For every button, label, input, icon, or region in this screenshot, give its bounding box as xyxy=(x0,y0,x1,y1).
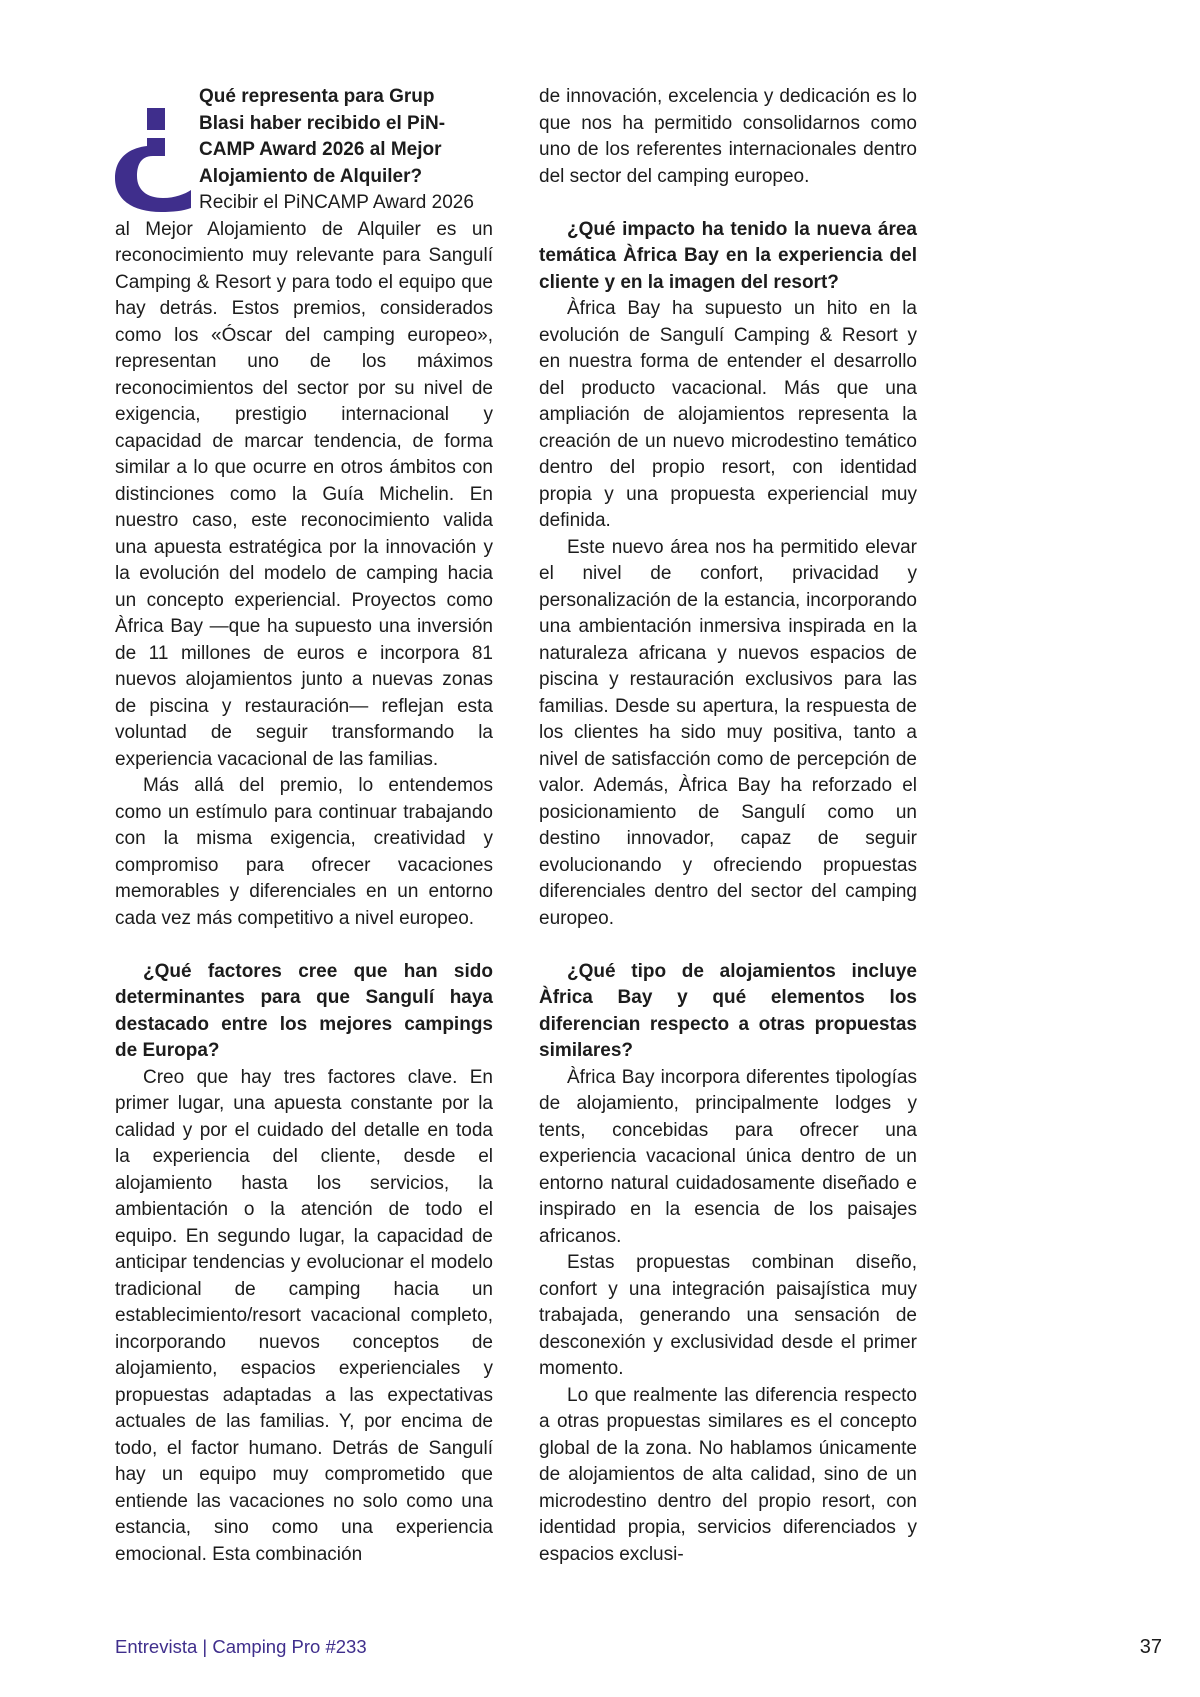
spacer xyxy=(539,190,917,217)
spacer xyxy=(539,932,917,959)
answer-4-paragraph-3: Lo que realmente las diferencia respecto a otras propuestas similares es el concepto global de la zona. No hablamos únicamente de alojamientos de alta calidad, sino de un microdestino dentro del propio resort, con identidad propia, servicios diferenciados y espacios exclusi- xyxy=(539,1384,917,1565)
answer-1-paragraph-1: al Mejor Alojamiento de Alquiler es un reconocimiento muy relevante para Sangulí Camping & Resort y para todo el equipo que hay detrás. Estos premios, considerados como los «Óscar del camping europeo», representan uno de los máximos reconocimientos del sector por su nivel de exigencia, prestigio internacional y capacidad de marcar tendencia, de forma similar a lo que ocurre en otros ámbitos con distinciones como la Guía Michelin. En nuestro caso, este reconocimiento valida una apuesta estratégica por la innovación y la evolución del modelo de camping hacia un concepto experiencial. Proyectos como Àfrica Bay —que ha supuesto una inversión de 11 millones de euros e incorpora 81 nuevos alojamientos junto a nuevas zonas de piscina y restauración— reflejan esta voluntad de seguir transformando la experiencia vacacional de las familias. xyxy=(115,218,493,770)
inverted-question-dropcap-icon xyxy=(115,108,191,212)
answer-1-paragraph-2: Más allá del premio, lo entendemos como un estímulo para continuar trabajando con la misma exigencia, creatividad y compromiso para ofrecer vacaciones memorables y diferenciales en un entorno cada vez más competitivo a nivel europeo. xyxy=(115,775,493,929)
answer-3-paragraph-2: Este nuevo área nos ha permitido elevar el nivel de confort, privacidad y personalización de la estancia, incorporando una ambientación inmersiva inspirada en la naturaleza africana y nuevos espacios de piscina y restauración exclusivos para las familias. Desde su apertura, la respuesta de los clientes ha sido muy positiva, tanto a nivel de satisfacción como de percepción de valor. Además, Àfrica Bay ha reforzado el posicionamiento de Sangulí como un destino innovador, capaz de seguir evolucionando y ofreciendo propuestas diferenciales dentro del sector del camping europeo. xyxy=(539,536,917,929)
answer-4-paragraph-2: Estas propuestas combinan diseño, confort y una integración paisajística muy trabajada, generando una sensación de desconexión y exclusividad desde el primer momento. xyxy=(539,1252,917,1379)
answer-4-paragraph-1: Àfrica Bay incorpora diferentes tipologías de alojamiento, principalmente lodges y tents, concebidas para ofrecer una experiencia vacacional única dentro de un entorno natural cuidadosamente diseñado e inspirado en la esencia de los paisajes africanos. xyxy=(539,1066,917,1247)
answer-3-paragraph-1: Àfrica Bay ha supuesto un hito en la evolución de Sangulí Camping & Resort y en nuestra forma de entender el desarrollo del producto vacacional. Más que una ampliación de alojamientos representa la creación de un nuevo microdestino temático dentro del propio resort, con identidad propia y una propuesta experiencial muy definida. xyxy=(539,298,917,531)
question-3: ¿Qué impacto ha tenido la nueva área temática Àfrica Bay en la experiencia del cliente y en la imagen del resort? xyxy=(539,218,917,293)
left-column xyxy=(115,84,493,1568)
answer-2-continuation: de innovación, excelencia y dedicación es lo que nos ha permitido consolidarnos como uno de los referentes internacionales dentro del sector del camping europeo. xyxy=(539,86,917,187)
question-1-line-3: CAMP Award 2026 al Mejor xyxy=(199,139,442,160)
answer-2: Creo que hay tres factores clave. En primer lugar, una apuesta constante por la calidad y por el cuidado del detalle en toda la experiencia del cliente, desde el alojamiento hasta los servicios, la ambientación o la atención de todo el equipo. En segundo lugar, la capacidad de anticipar tendencias y evolucionar el modelo tradicional de camping hacia un establecimiento/resort vacacional completo, incorporando nuevos conceptos de alojamiento, espacios experienciales y propuestas adaptadas a las expectativas actuales de las familias. Y, por encima de todo, el factor humano. Detrás de Sangulí hay un equipo muy comprometido que entiende las vacaciones no solo como una estancia, sino como una experiencia emocional. Esta combinación xyxy=(115,1066,493,1565)
answer-1-first-line: Recibir el PiNCAMP Award 2026 xyxy=(199,192,474,213)
right-column xyxy=(539,84,917,1568)
question-1-line-2: Blasi haber recibido el PiN- xyxy=(199,112,446,134)
page-number: 37 xyxy=(1139,1636,1162,1658)
footer-section-label: Entrevista | Camping Pro #233 xyxy=(115,1636,367,1657)
first-question-block xyxy=(115,84,493,217)
question-1-line-4: Alojamiento de Alquiler? xyxy=(199,165,423,187)
question-1-line-1: Qué representa para Grup xyxy=(199,86,435,107)
spacer xyxy=(115,932,493,959)
question-4: ¿Qué tipo de alojamientos incluye Àfrica Bay y qué elementos los diferencian respecto a otras propuestas similares? xyxy=(539,960,917,1061)
question-2: ¿Qué factores cree que han sido determinantes para que Sangulí haya destacado entre los mejores campings de Europa? xyxy=(115,960,493,1061)
